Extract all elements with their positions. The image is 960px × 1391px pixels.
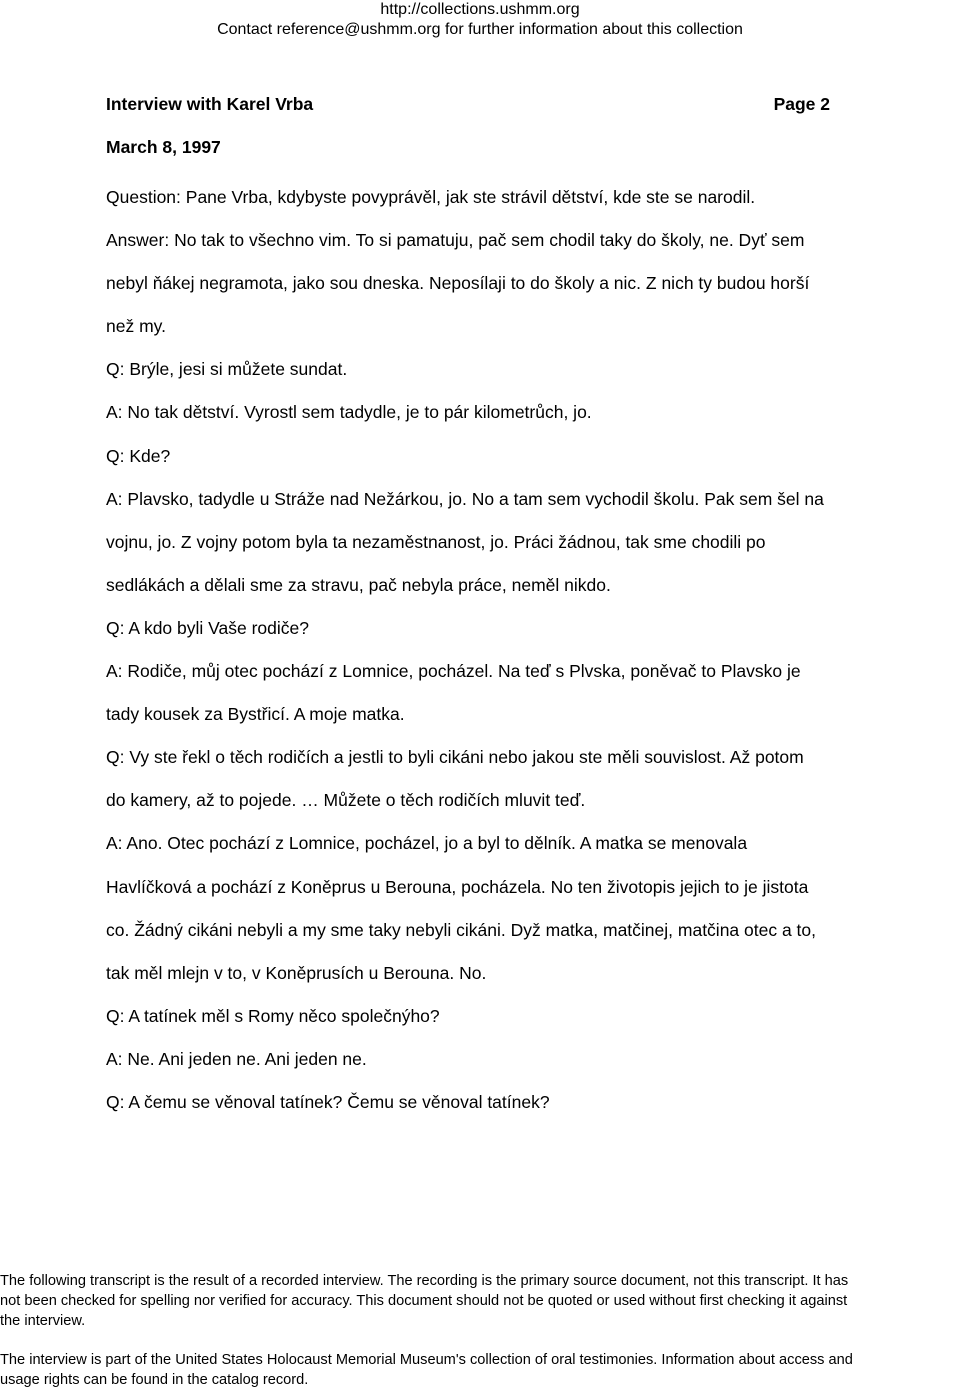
transcript-line: A: Rodiče, můj otec pochází z Lomnice, pocházel. Na teď s Plvska, poněvač to Plavsko je <box>106 661 801 682</box>
transcript-line: sedlákách a dělali sme za stravu, pač nebyla práce, neměl nikdo. <box>106 574 611 595</box>
interview-date: March 8, 1997 <box>106 137 221 157</box>
title-row <box>106 93 830 115</box>
transcript-line: A: Ne. Ani jeden ne. Ani jeden ne. <box>106 1048 367 1069</box>
collection-url[interactable]: http://collections.ushmm.org <box>380 1 580 18</box>
transcript-line: Q: A čemu se věnoval tatínek? Čemu se věnoval tatínek? <box>106 1091 550 1112</box>
transcript-line: nebyl ňákej negramota, jako sou dneska. Neposílaji to do školy a nic. Z nich ty budou horší <box>106 273 810 294</box>
transcript-line: Havlíčková a pochází z Koněprus u Berouna, pocházela. No ten životopis jejich to je jistota <box>106 876 809 897</box>
transcript-line: Q: Brýle, jesi si můžete sundat. <box>106 359 348 380</box>
collection-header <box>0 0 960 40</box>
disclaimer-line: not been checked for spelling nor verified for accuracy. This document should not be quoted or used without first checking it against <box>0 1293 848 1309</box>
contact-line: Contact reference@ushmm.org for further information about this collection <box>217 21 743 38</box>
disclaimer-footer <box>0 1271 960 1331</box>
transcript-line: tady kousek za Bystřicí. A moje matka. <box>106 704 405 725</box>
transcript-line: Q: Vy ste řekl o těch rodičích a jestli to byli cikáni nebo jakou ste měli souvislost. Až potom <box>106 747 804 768</box>
transcript-line: než my. <box>106 316 166 337</box>
transcript-line: A: Ano. Otec pochází z Lomnice, pocházel, jo a byl to dělník. A matka se menovala <box>106 833 748 854</box>
page-number: Page 2 <box>773 94 830 114</box>
transcript-line: tak měl mlejn v to, v Koněprusích u Berouna. No. <box>106 962 487 983</box>
transcript-line: vojnu, jo. Z vojny potom byla ta nezaměstnanost, jo. Práci žádnou, tak sme chodili po <box>106 531 766 552</box>
transcript-line: co. Žádný cikáni nebyli a my sme taky nebyli cikáni. Dyž matka, matčinej, matčina otec a to, <box>106 919 817 940</box>
transcript-line: Q: A kdo byli Vaše rodiče? <box>106 617 309 638</box>
transcript-line: do kamery, až to pojede. … Můžete o těch rodičích mluvit teď. <box>106 790 586 811</box>
transcript-line: Q: A tatínek měl s Romy něco společnýho? <box>106 1005 440 1026</box>
collection-note-line: usage rights can be found in the catalog record. <box>0 1372 309 1388</box>
transcript-line: A: No tak dětství. Vyrostl sem tadydle, je to pár kilometrůch, jo. <box>106 402 592 423</box>
transcript-line: Answer: No tak to všechno vim. To si pamatuju, pač sem chodil taky do školy, ne. Dyť sem <box>106 230 805 251</box>
transcript-body <box>106 176 876 1124</box>
document-title: Interview with Karel Vrba <box>106 94 314 114</box>
collection-footer <box>0 1350 960 1390</box>
transcript-line: Q: Kde? <box>106 445 171 466</box>
disclaimer-line: the interview. <box>0 1313 86 1329</box>
disclaimer-line: The following transcript is the result of a recorded interview. The recording is the primary source document, not this transcript. It has <box>0 1273 849 1289</box>
transcript-line: Question: Pane Vrba, kdybyste povyprávěl, jak ste strávil dětství, kde ste se narodil. <box>106 187 756 207</box>
transcript-line: A: Plavsko, tadydle u Stráže nad Nežárkou, jo. No a tam sem vychodil školu. Pak sem šel na <box>106 488 824 509</box>
collection-note-line: The interview is part of the United States Holocaust Memorial Museum's collection of oral testimonies. Information about access and <box>0 1352 853 1368</box>
